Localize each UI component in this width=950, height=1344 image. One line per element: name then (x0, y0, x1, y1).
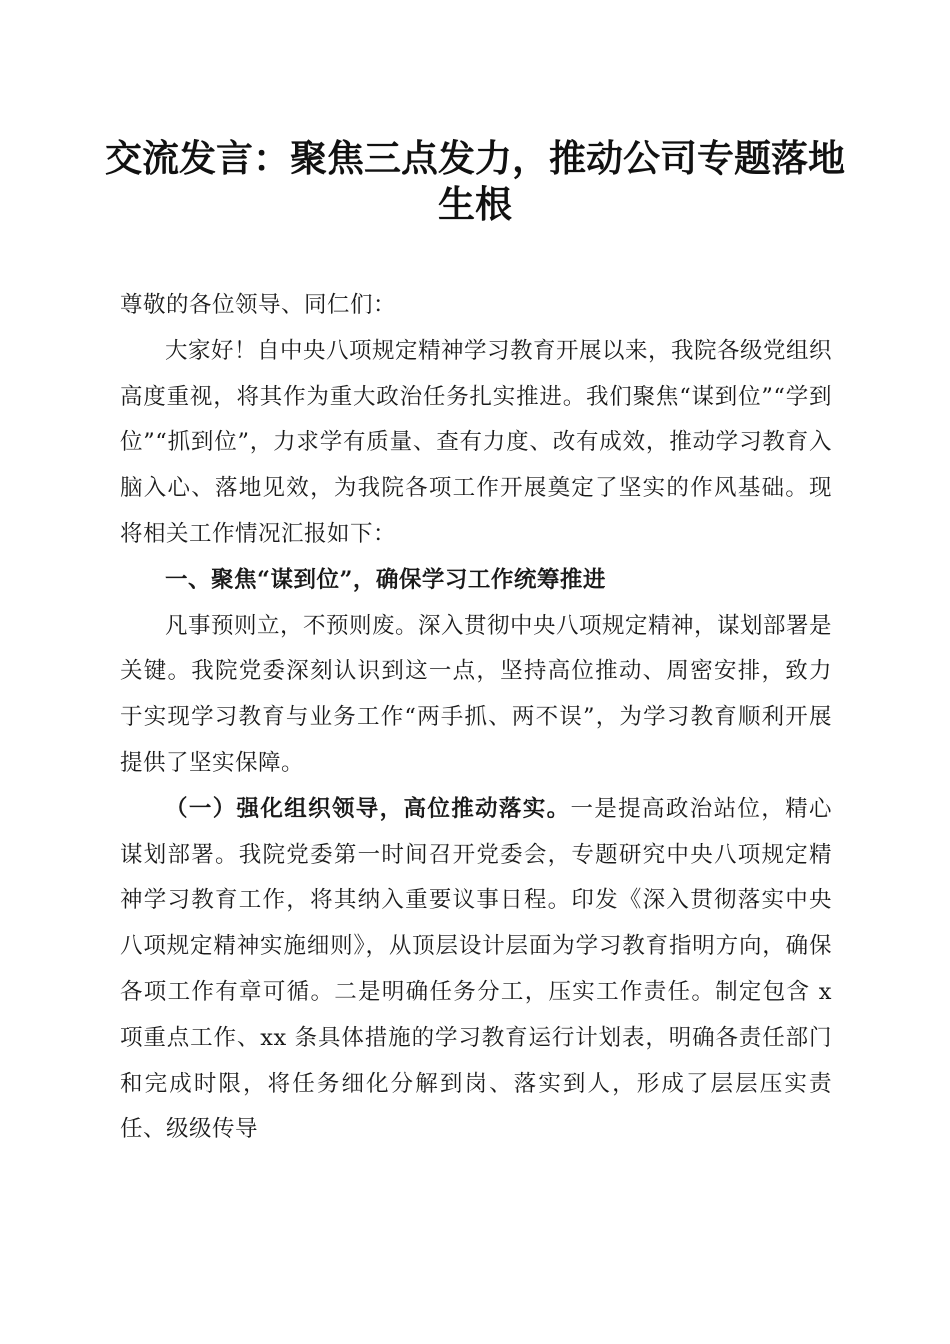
subsection-1-paragraph (120, 787, 832, 1153)
section-1-paragraph: 凡事预则立，不预则废。深入贯彻中央八项规定精神，谋划部署是关键。我院党委深刻认识到这一点，坚持高位推动、周密安排，致力于实现学习教育与业务工作“两手抓、两不误”，为学习教育顺利开展提供了坚实保障。 (120, 612, 833, 776)
intro-paragraph: 大家好！自中央八项规定精神学习教育开展以来，我院各级党组织高度重视，将其作为重大政治任务扎实推进。我们聚焦“谋到位”“学到位”“抓到位”，力求学有质量、查有力度、改有成效，推动学习教育入脑入心、落地见效，为我院各项工作开展奠定了坚实的作风基础。现将相关工作情况汇报如下： (120, 337, 833, 547)
subsection-1-lead: （一）强化组织领导，高位推动落实。 (165, 795, 571, 822)
section-1-heading: 一、聚焦“谋到位”，确保学习工作统筹推进 (165, 566, 606, 593)
greeting: 尊敬的各位领导、同仁们： (120, 292, 397, 318)
document-body (120, 283, 832, 1153)
document-title: 交流发言：聚焦三点发力，推动公司专题落地生根 (105, 136, 845, 226)
subsection-1-body: 一是提高政治站位，精心谋划部署。我院党委第一时间召开党委会，专题研究中央八项规定精神学习教育工作，将其纳入重要议事日程。印发《深入贯彻落实中央八项规定精神实施细则》，从顶层设计层面为学习教育指明方向，确保各项工作有章可循。二是明确任务分工，压实工作责任。制定包含 x 项重点工作、xx 条具体措施的学习教育运行计划表，明确各责任部门和完成时限，将任务细化分解到岗、落实到人，形成了层层压实责任、级级传导 (120, 795, 832, 1143)
